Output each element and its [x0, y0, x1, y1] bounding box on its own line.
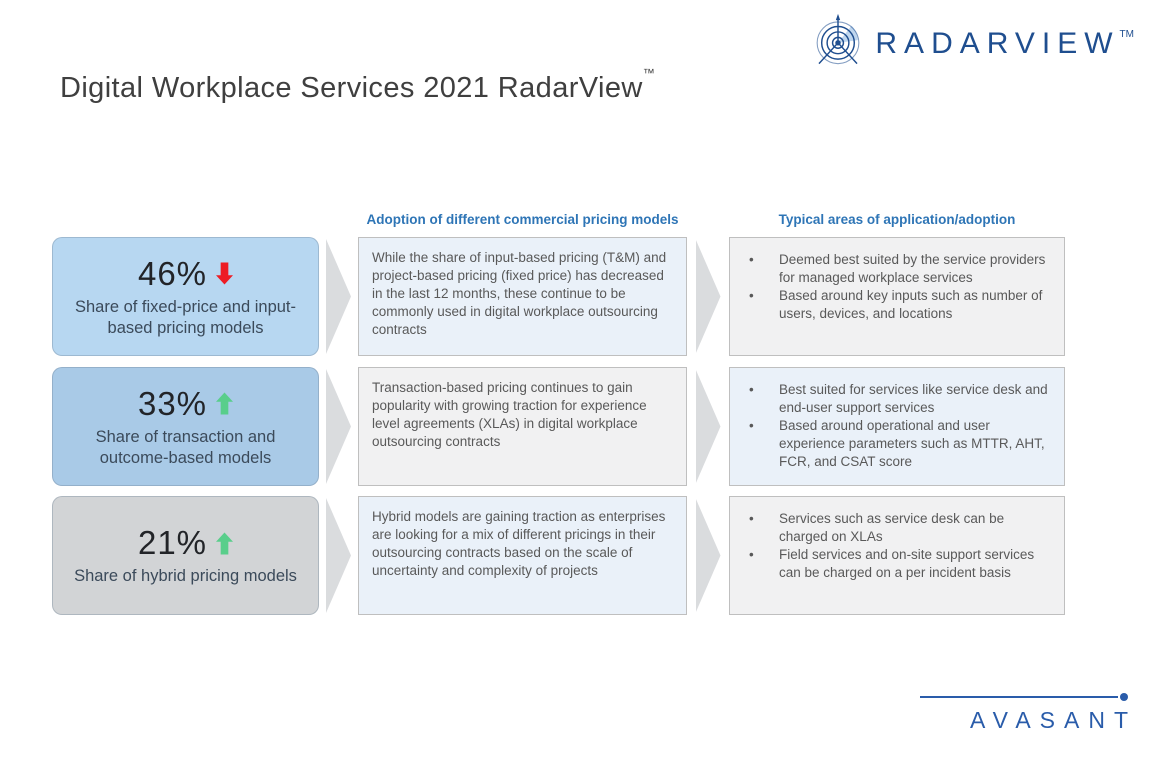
stat-value: 46%: [137, 254, 208, 292]
applications-card: [729, 237, 1065, 356]
stat-line: [138, 255, 233, 293]
list-item-text: • Best suited for services like service desk and end-user support services: [779, 382, 1048, 415]
page-title-trademark: ™: [642, 66, 655, 80]
flow-arrow-cell: [319, 496, 358, 615]
stat-card: [52, 237, 319, 356]
avasant-logo: [920, 696, 1137, 734]
stat-label: Share of hybrid pricing models: [74, 567, 297, 585]
page-title-text: Digital Workplace Services 2021 RadarView: [60, 72, 643, 104]
list-item: [743, 381, 1051, 417]
right-chevron-icon: [326, 369, 351, 484]
right-chevron-icon: [326, 239, 351, 354]
list-item: [743, 546, 1051, 582]
right-chevron-icon: [696, 239, 721, 354]
list-item-text: • Field services and on-site support services can be charged on a per incident basis: [779, 547, 1035, 580]
stat-label: Share of transaction and outcome-based models: [95, 427, 276, 467]
applications-card: [729, 367, 1065, 486]
list-item: [743, 510, 1051, 546]
adoption-card: Hybrid models are gaining traction as enterprises are looking for a mix of different pricings in their outsourcing contracts based on the scale of uncertainty and complexity of projects: [358, 496, 687, 615]
pricing-row-transaction-outcome: [52, 367, 1065, 486]
list-item: [743, 417, 1051, 471]
applications-list: [743, 510, 1051, 582]
radarview-trademark: TM: [1119, 28, 1134, 40]
list-item-text: • Services such as service desk can be charged on XLAs: [779, 511, 1005, 544]
page-title: [60, 66, 655, 105]
trend-up-icon: [216, 532, 233, 555]
list-item-text: • Based around operational and user experience parameters such as MTTR, AHT, FCR, and CSAT score: [779, 418, 1045, 469]
list-item-text: • Deemed best suited by the service providers for managed workplace services: [779, 252, 1046, 285]
radarview-logo: [809, 12, 1134, 75]
radar-icon: [809, 12, 867, 75]
stat-card: [52, 496, 319, 615]
adoption-card: Transaction-based pricing continues to gain popularity with growing traction for experience level agreements (XLAs) in digital workplace outsourcing contracts: [358, 367, 687, 486]
stat-label: Share of fixed-price and input-based pricing models: [74, 297, 297, 337]
avasant-wordmark: AVASANT: [970, 707, 1137, 733]
applications-card: [729, 496, 1065, 615]
right-chevron-icon: [326, 498, 351, 613]
flow-arrow-cell: [687, 367, 729, 486]
trend-down-icon: [216, 262, 233, 285]
flow-arrow-cell: [319, 237, 358, 356]
avasant-rule-dot-icon: [920, 696, 1118, 698]
list-item: [743, 287, 1051, 323]
right-chevron-icon: [696, 369, 721, 484]
pricing-row-fixed-input: [52, 237, 1065, 356]
radarview-wordmark-text: RADARVIEW: [875, 26, 1120, 60]
stat-value: 33%: [137, 384, 208, 422]
radarview-wordmark: [875, 27, 1134, 61]
stat-value: 21%: [137, 524, 208, 561]
applications-list: [743, 251, 1051, 323]
flow-arrow-cell: [319, 367, 358, 486]
column-header-applications: Typical areas of application/adoption: [778, 212, 1016, 227]
column-header-adoption: Adoption of different commercial pricing models: [366, 212, 679, 227]
flow-arrow-cell: [687, 496, 729, 615]
stat-card: [52, 367, 319, 486]
stat-line: [138, 385, 233, 423]
trend-up-icon: [216, 392, 233, 415]
pricing-row-hybrid: [52, 496, 1065, 615]
right-chevron-icon: [696, 498, 721, 613]
list-item-text: • Based around key inputs such as number of users, devices, and locations: [779, 288, 1043, 321]
list-item: [743, 251, 1051, 287]
stat-line: [138, 524, 233, 562]
adoption-card: While the share of input-based pricing (T&M) and project-based pricing (fixed price) has decreased in the last 12 months, these continue to be commonly used in digital workplace outsourcing contracts: [358, 237, 687, 356]
flow-arrow-cell: [687, 237, 729, 356]
applications-list: [743, 381, 1051, 471]
